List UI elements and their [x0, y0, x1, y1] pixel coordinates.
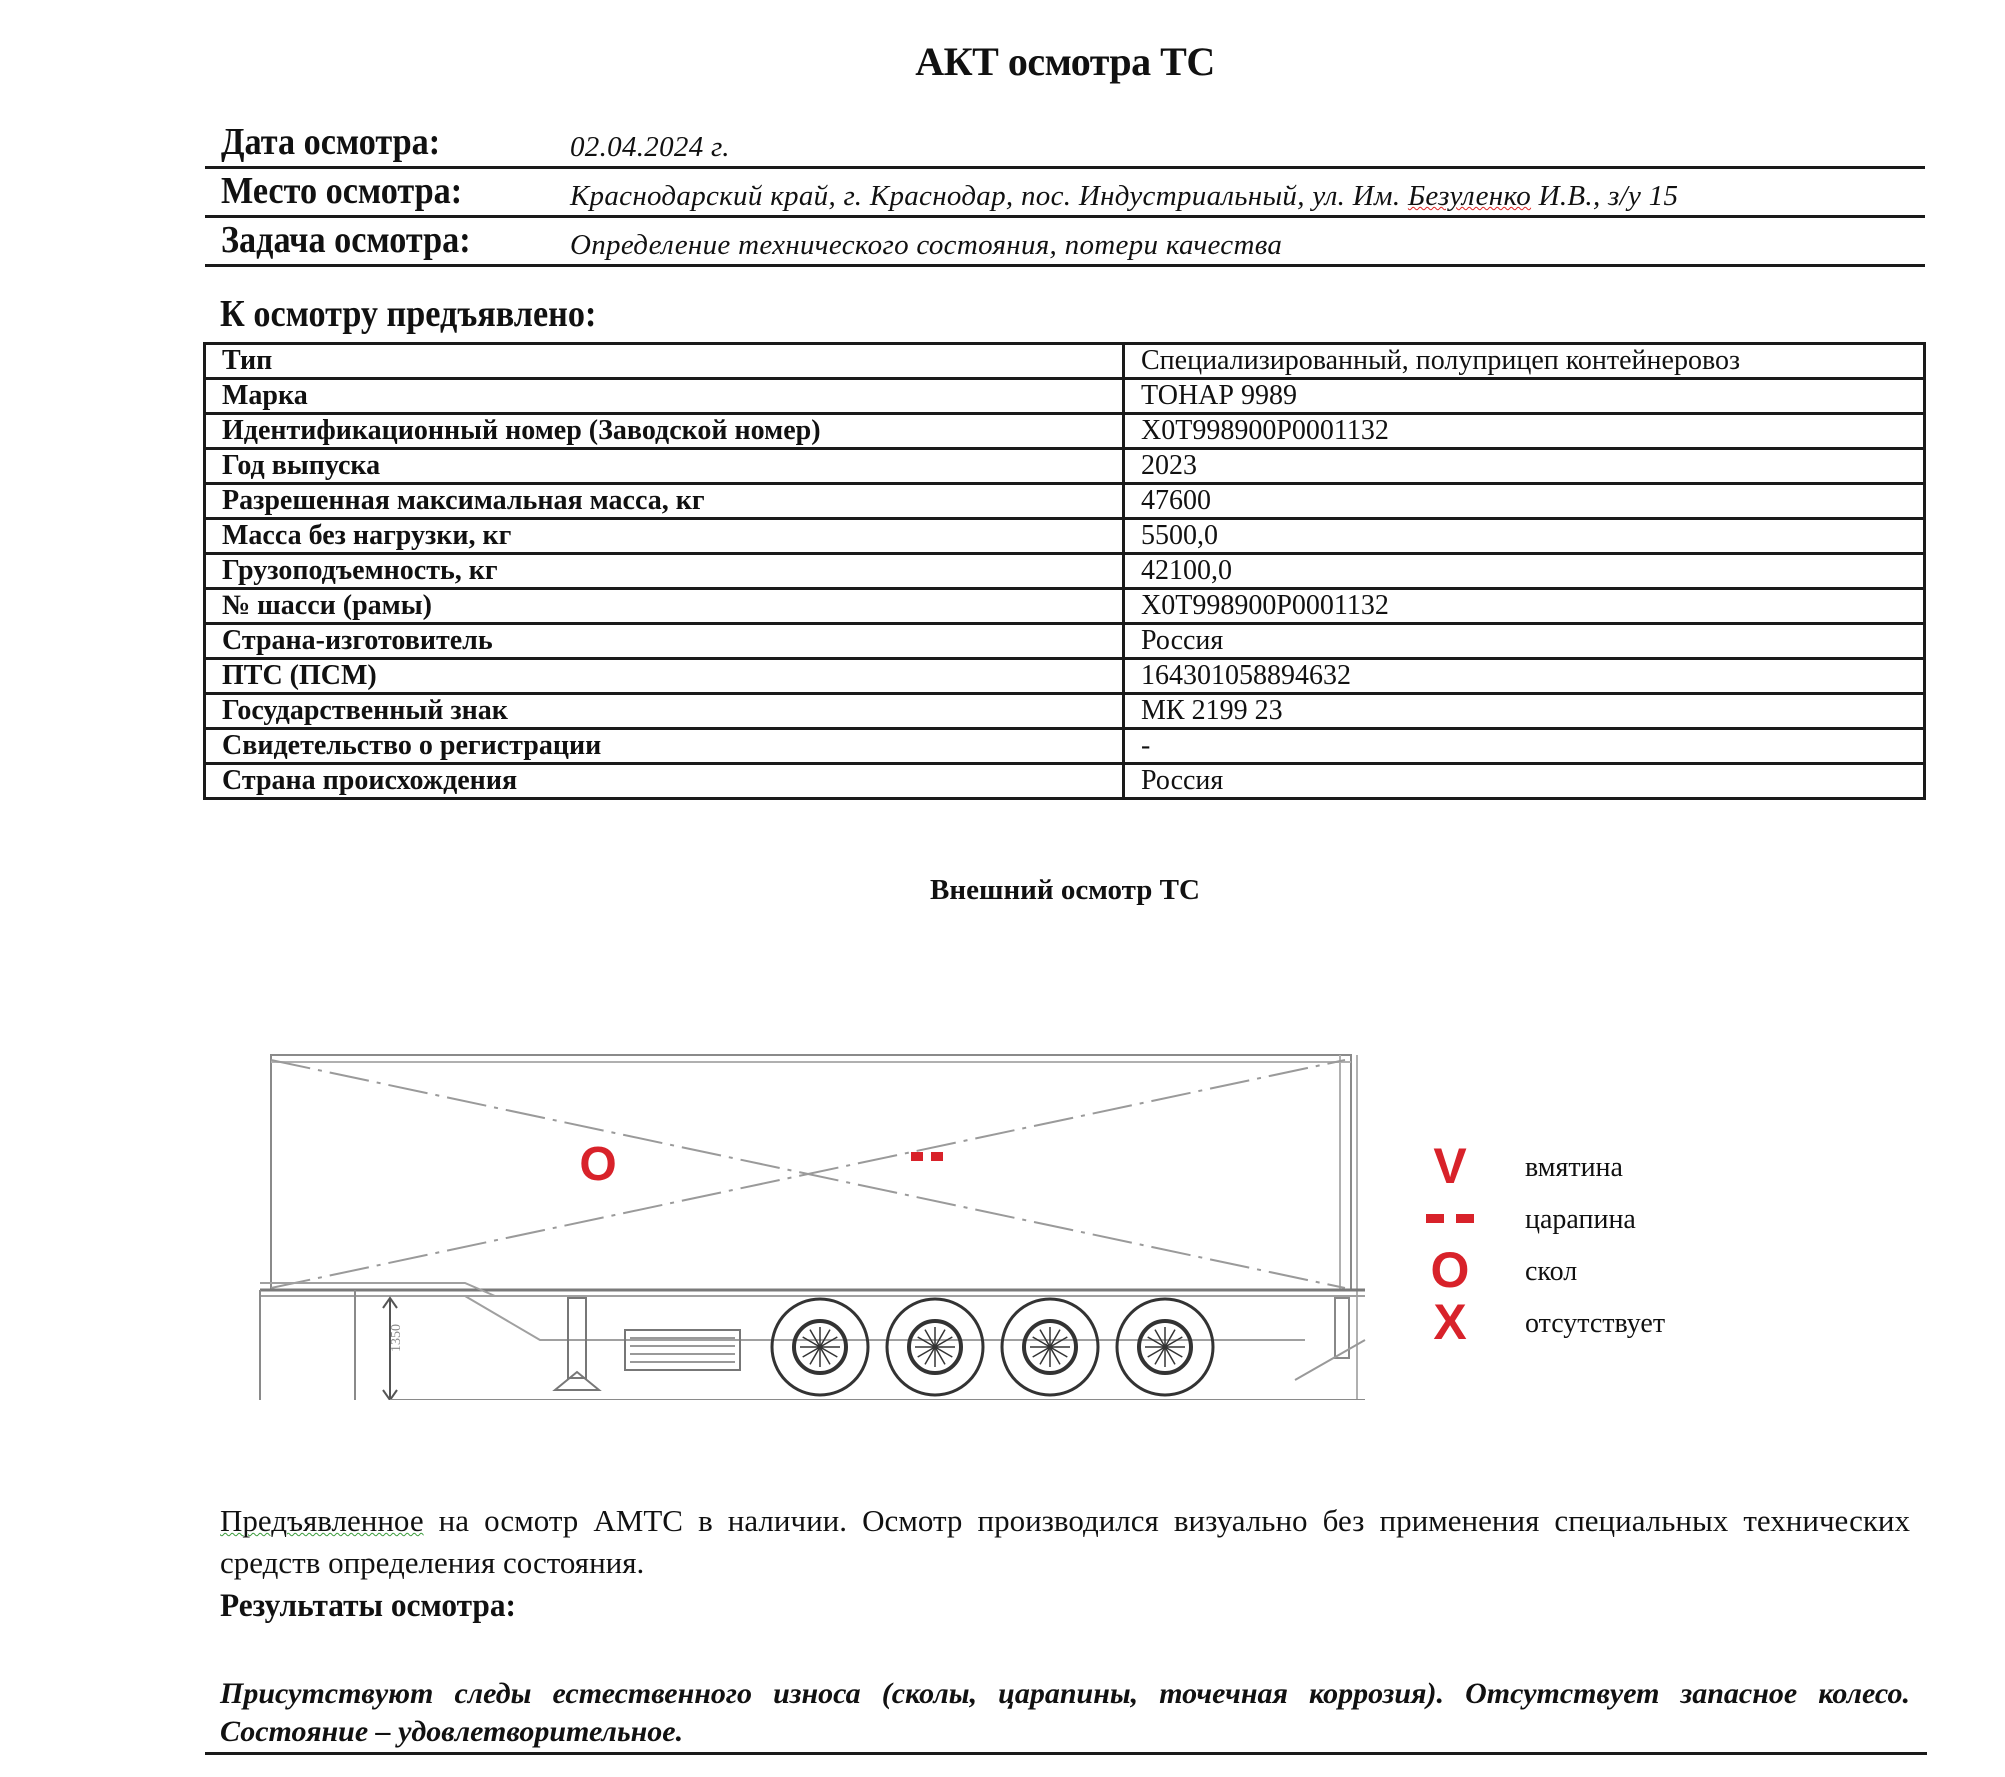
grammar-marked-word: Предъявленное — [220, 1503, 424, 1538]
property-name: Марка — [205, 379, 1124, 414]
table-row — [205, 519, 1925, 554]
missing-icon: X — [1433, 1294, 1467, 1350]
property-value: X0T998900P0001132 — [1124, 414, 1925, 449]
legend-label: отсутствует — [1525, 1308, 1666, 1339]
dimension-label: 1350 — [389, 1324, 404, 1352]
table-row — [205, 764, 1925, 799]
property-name: Страна происхождения — [205, 764, 1124, 799]
property-value: Россия — [1124, 764, 1925, 799]
exterior-heading: Внешний осмотр ТС — [930, 874, 1200, 906]
property-name: Тип — [205, 344, 1124, 379]
info-label: Задача осмотра: — [221, 219, 471, 261]
table-row — [205, 589, 1925, 624]
property-value: ТОНАР 9989 — [1124, 379, 1925, 414]
property-value: 42100,0 — [1124, 554, 1925, 589]
rear-underrun — [1295, 1340, 1365, 1380]
property-name: Разрешенная максимальная масса, кг — [205, 484, 1124, 519]
chip-icon: O — [1430, 1242, 1470, 1298]
property-value: 5500,0 — [1124, 519, 1925, 554]
property-name: Грузоподъемность, кг — [205, 554, 1124, 589]
info-value-part: Краснодарский край, г. Краснодар, пос. Индустриальный, ул. Им. — [570, 180, 1408, 212]
vehicle-properties-table — [203, 342, 1926, 800]
property-name: ПТС (ПСМ) — [205, 659, 1124, 694]
wheel-icon — [772, 1299, 868, 1395]
info-value: Определение технического состояния, потери качества — [570, 229, 1283, 261]
info-label: Место осмотра: — [221, 170, 463, 212]
property-value: 2023 — [1124, 449, 1925, 484]
legend-label: скол — [1525, 1256, 1578, 1287]
results-text: Присутствуют следы естественного износа (сколы, царапины, точечная коррозия). Отсутствует запасное колесо. Состояние – удовлетворительное. — [220, 1677, 1910, 1748]
property-value: МК 2199 23 — [1124, 694, 1925, 729]
legend-label: вмятина — [1525, 1152, 1623, 1183]
trailer-diagram — [255, 1040, 1385, 1405]
property-name: Год выпуска — [205, 449, 1124, 484]
property-name: № шасси (рамы) — [205, 589, 1124, 624]
property-name: Страна-изготовитель — [205, 624, 1124, 659]
table-row — [205, 379, 1925, 414]
chip-mark: O — [579, 1138, 617, 1191]
results-heading: Результаты осмотра: — [220, 1588, 516, 1624]
dent-icon: V — [1433, 1138, 1467, 1194]
info-value: 02.04.2024 г. — [570, 131, 730, 163]
inspection-info — [205, 120, 1925, 267]
property-name: Государственный знак — [205, 694, 1124, 729]
table-row — [205, 659, 1925, 694]
property-value: X0T998900P0001132 — [1124, 589, 1925, 624]
spellcheck-marked-word: Безуленко — [1407, 180, 1532, 212]
info-row-date — [205, 120, 1925, 169]
table-row — [205, 554, 1925, 589]
trailer-drawing — [255, 1040, 1385, 1400]
scratch-mark — [911, 1152, 943, 1161]
info-row-place — [205, 169, 1925, 218]
toolbox-grille — [630, 1338, 735, 1362]
property-name: Свидетельство о регистрации — [205, 729, 1124, 764]
property-value: - — [1124, 729, 1925, 764]
wheel-icon — [887, 1299, 983, 1395]
wheel-icon — [1002, 1299, 1098, 1395]
inspection-statement — [220, 1500, 1910, 1584]
legend-label: царапина — [1525, 1204, 1636, 1235]
gooseneck — [260, 1283, 1305, 1340]
table-row — [205, 624, 1925, 659]
presented-heading: К осмотру предъявлено: — [220, 293, 597, 335]
landing-gear-foot — [555, 1372, 599, 1390]
info-value-part: И.В., з/у 15 — [1531, 180, 1679, 212]
landing-gear — [568, 1298, 586, 1378]
statement-text: на осмотр АМТС в наличии. Осмотр производился визуально без применения специальных технических средств определения состояния. — [220, 1503, 1910, 1580]
wheel-icon — [1117, 1299, 1213, 1395]
table-row — [205, 344, 1925, 379]
property-value: 47600 — [1124, 484, 1925, 519]
table-row — [205, 694, 1925, 729]
info-row-task — [205, 218, 1925, 267]
toolbox — [625, 1330, 740, 1370]
rear-lamp — [1335, 1298, 1349, 1358]
info-label: Дата осмотра: — [221, 121, 441, 163]
property-value: Специализированный, полуприцеп контейнеровоз — [1124, 344, 1925, 379]
table-row — [205, 484, 1925, 519]
document-title: АКТ осмотра ТС — [915, 39, 1215, 84]
property-name: Идентификационный номер (Заводской номер) — [205, 414, 1124, 449]
table-row — [205, 449, 1925, 484]
table-row — [205, 414, 1925, 449]
property-value: 164301058894632 — [1124, 659, 1925, 694]
property-value: Россия — [1124, 624, 1925, 659]
info-value — [570, 180, 1678, 213]
property-name: Масса без нагрузки, кг — [205, 519, 1124, 554]
table-row — [205, 729, 1925, 764]
bottom-rule — [205, 1752, 1927, 1755]
